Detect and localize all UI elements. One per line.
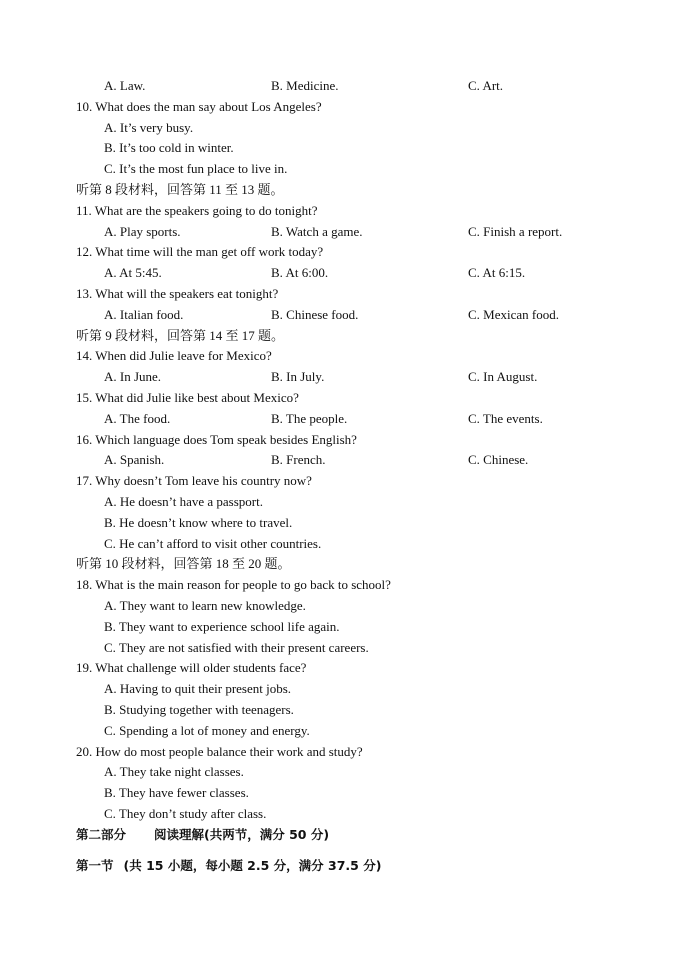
q16-option-c: C. Chinese. xyxy=(468,452,529,467)
passage8-heading: 听第 8 段材料，回答第 11 至 13 题。 xyxy=(76,182,284,197)
q10-option-b: B. It’s too cold in winter. xyxy=(104,140,234,155)
q15-options xyxy=(0,409,688,429)
q20-option-b: B. They have fewer classes. xyxy=(104,785,249,800)
q13-stem: 13. What will the speakers eat tonight? xyxy=(76,286,279,301)
q9-options xyxy=(0,76,688,96)
q12-options xyxy=(0,263,688,283)
q10-option-c: C. It’s the most fun place to live in. xyxy=(104,161,288,176)
q12-option-c: C. At 6:15. xyxy=(468,265,526,280)
q18-stem: 18. What is the main reason for people to go back to school? xyxy=(76,577,391,592)
q13-option-c: C. Mexican food. xyxy=(468,307,559,322)
q13-option-a: A. Italian food. xyxy=(104,307,184,322)
q12-option-b: B. At 6:00. xyxy=(271,265,329,280)
passage10-heading: 听第 10 段材料，回答第 18 至 20 题。 xyxy=(76,556,291,571)
q20-option-a: A. They take night classes. xyxy=(104,764,244,779)
q18-option-a: A. They want to learn new knowledge. xyxy=(104,598,306,613)
q9-option-a: A. Law. xyxy=(104,78,146,93)
q18-option-b: B. They want to experience school life again. xyxy=(104,619,340,634)
passage9-heading: 听第 9 段材料，回答第 14 至 17 题。 xyxy=(76,328,285,343)
q14-options xyxy=(0,367,688,387)
q14-option-c: C. In August. xyxy=(468,369,538,384)
q12-option-a: A. At 5:45. xyxy=(104,265,162,280)
q11-option-c: C. Finish a report. xyxy=(468,224,563,239)
q13-option-b: B. Chinese food. xyxy=(271,307,359,322)
q16-option-a: A. Spanish. xyxy=(104,452,165,467)
q17-option-b: B. He doesn’t know where to travel. xyxy=(104,515,293,530)
section1-heading xyxy=(0,856,688,876)
q15-stem: 15. What did Julie like best about Mexico? xyxy=(76,390,299,405)
q14-stem: 14. When did Julie leave for Mexico? xyxy=(76,348,272,363)
q19-option-c: C. Spending a lot of money and energy. xyxy=(104,723,310,738)
part2-title: 阅读理解(共两节，满分 50 分) xyxy=(154,827,330,842)
q19-option-b: B. Studying together with teenagers. xyxy=(104,702,294,717)
q18-option-c: C. They are not satisfied with their present careers. xyxy=(104,640,369,655)
part2-heading xyxy=(0,825,688,845)
section1-label: 第一节 xyxy=(76,858,114,873)
q16-option-b: B. French. xyxy=(271,452,326,467)
q12-stem: 12. What time will the man get off work today? xyxy=(76,244,324,259)
q11-stem: 11. What are the speakers going to do tonight? xyxy=(76,203,318,218)
q9-option-b: B. Medicine. xyxy=(271,78,339,93)
q19-option-a: A. Having to quit their present jobs. xyxy=(104,681,292,696)
q16-stem: 16. Which language does Tom speak besides English? xyxy=(76,432,357,447)
q17-option-c: C. He can’t afford to visit other countries. xyxy=(104,536,322,551)
q14-option-b: B. In July. xyxy=(271,369,325,384)
q17-stem: 17. Why doesn’t Tom leave his country now? xyxy=(76,473,312,488)
part2-label: 第二部分 xyxy=(76,827,127,842)
q15-option-b: B. The people. xyxy=(271,411,348,426)
q14-option-a: A. In June. xyxy=(104,369,162,384)
q9-option-c: C. Art. xyxy=(468,78,504,93)
q11-option-a: A. Play sports. xyxy=(104,224,181,239)
q10-option-a: A. It’s very busy. xyxy=(104,120,194,135)
q15-option-a: A. The food. xyxy=(104,411,171,426)
q13-options xyxy=(0,305,688,325)
q11-options xyxy=(0,222,688,242)
section1-detail: (共 15 小题，每小题 2.5 分，满分 37.5 分) xyxy=(123,858,382,873)
q20-option-c: C. They don’t study after class. xyxy=(104,806,267,821)
q20-stem: 20. How do most people balance their work and study? xyxy=(76,744,363,759)
q11-option-b: B. Watch a game. xyxy=(271,224,363,239)
q17-option-a: A. He doesn’t have a passport. xyxy=(104,494,263,509)
q15-option-c: C. The events. xyxy=(468,411,543,426)
q16-options xyxy=(0,450,688,470)
q10-stem: 10. What does the man say about Los Angeles? xyxy=(76,99,322,114)
q19-stem: 19. What challenge will older students face? xyxy=(76,660,307,675)
